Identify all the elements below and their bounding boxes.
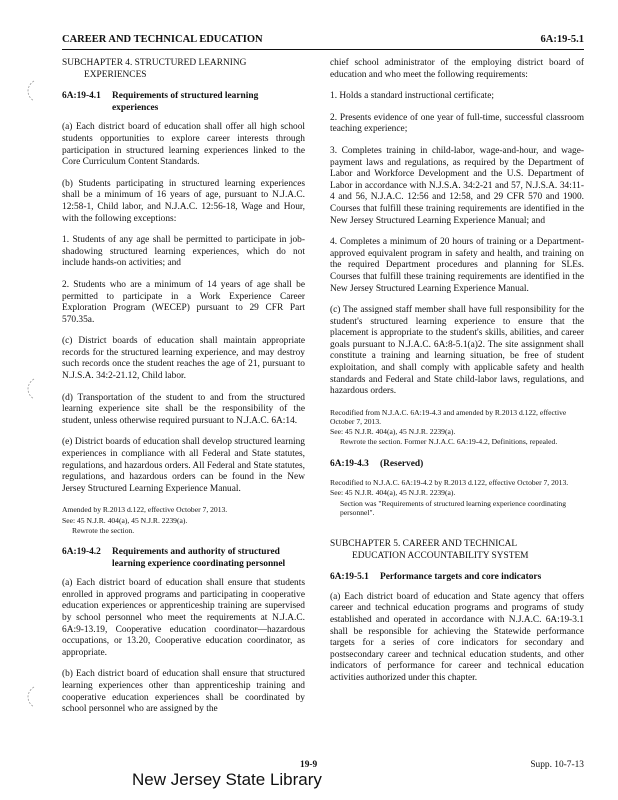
right-column [330,58,584,695]
list-item: 1. Holds a standard instructional certificate; [330,91,495,102]
paragraph: (e) District boards of education shall develop structured learning experiences in compliance with all Federal and State statutes, regulations, and hazardous orders. All Federal and State statutes, regulations, and hazardous orders can be found in the New Jersey Structured Learning Experience Manual. [62,437,305,494]
supplement-date: Supp. 10-7-13 [530,760,584,770]
subchapter-5-heading: SUBCHAPTER 5. CAREER AND TECHNICAL EDUCATION ACCOUNTABILITY SYSTEM [330,539,529,561]
list-item: 2. Presents evidence of one year of full-time, successful classroom teaching experience; [330,112,584,135]
header-section-number: 6A:19-5.1 [540,34,584,45]
punch-hole-mark [24,80,38,102]
header-title: CAREER AND TECHNICAL EDUCATION [62,34,263,45]
list-item: 3. Completes training in child-labor, wage-and-hour, and wage-payment laws and regulations, as required by the Department of Labor and Workforce Development and the U.S. Department of Labor in accordance with N.J.S.A. 34:2-21 and 57, N.J.S.A. 34:11-4 and 56, N.J.A.C. 12:56 and 12:58, and 29 CFR 570 and 1900. Courses that fulfill these training requirements are identified in the New Jersey Structured Learning Experience Manual; and [330,145,584,226]
paragraph: (a) Each district board of education shall offer all high school students opportunities to explore career interests through participation in structured learning experiences linked to the Core Curriculum Content Standards. [62,122,305,168]
page-number: 19-9 [300,760,318,770]
section-heading-4-2: 6A:19-4.2 Requirements and authority of structured learning experience coordinating personnel [62,547,286,569]
paragraph: chief school administrator of the employing district board of education and who meet the following requirements: [330,58,584,80]
history-note: Amended by R.2013 d.122, effective October 7, 2013. See: 45 N.J.R. 404(a), 45 N.J.R. 2239(a). Rewrote the section. [62,505,228,535]
subchapter-4-heading: SUBCHAPTER 4. STRUCTURED LEARNING EXPERIENCES [62,58,247,80]
paragraph: (a) Each district board of education and State agency that offers career and technical education programs and programs of study established and operated in accordance with N.J.A.C. 6A:19-3.1 shall be responsible for achieving the Statewide performance targets for a series of core indicators for secondary and postsecondary career and technical education students, and other indicators of performance for career and technical education activities authorized under this chapter. [330,591,584,683]
paragraph: (c) The assigned staff member shall have full responsibility for the student's structured learning experience to ensure that the placement is appropriate to the student's skills, abilities, and career goals pursuant to N.J.A.C. 6A:8-5.1(a)2. The site assignment shall constitute a training and learning situation, be free of student exploitation, and shall comply with applicable safety and health standards and Federal and State child-labor laws, regulations, and hazardous orders. [330,305,584,397]
section-heading-4-1: 6A:19-4.1 Requirements of structured learning experiences [62,91,259,113]
section-heading-4-3: 6A:19-4.3 (Reserved) [330,458,424,469]
page-footer [62,760,584,790]
paragraph: (b) Students participating in structured learning experiences shall be a minimum of 16 years of age, pursuant to N.J.A.C. 12:58-1, Child labor, and N.J.A.C. 12:56-18, Wage and Hour, with the following exceptions: [62,178,305,224]
left-column [62,58,305,726]
punch-hole-mark [24,686,38,708]
history-note: Recodified from N.J.A.C. 6A:19-4.3 and amended by R.2013 d.122, effective October 7, 2013. See: 45 N.J.R. 404(a), 45 N.J.R. 2239(a). Rewrote the section. Former N.J.A.C. 6A:19-4.2, Definitions, repealed. [330,407,567,447]
paragraph: (b) Each district board of education shall ensure that structured learning experiences other than apprenticeship training and cooperative education experiences shall be coordinated by school personnel who are assigned by the [62,669,305,715]
paragraph: (c) District boards of education shall maintain appropriate records for the structured learning experience, and may destroy such records once the student reaches the age of 21, pursuant to N.J.S.A. 34:2-21.12, Child labor. [62,336,305,382]
section-heading-5-1: 6A:19-5.1 Performance targets and core indicators [330,572,542,583]
punch-hole-mark [24,378,38,400]
running-header [62,34,584,50]
paragraph: (a) Each district board of education shall ensure that students enrolled in approved programs and participating in cooperative education experiences or apprenticeship training are supervised by school personnel who meet the requirements at N.J.A.C. 6A:9-13.19, Cooperative education coordinator—hazardous occupations, or 13.20, Cooperative education coordinator, as appropriate. [62,578,305,658]
library-stamp: New Jersey State Library [132,770,322,789]
history-note: Recodified to N.J.A.C. 6A:19-4.2 by R.2013 d.122, effective October 7, 2013. See: 45 N.J.R. 404(a), 45 N.J.R. 2239(a). Section was "Requirements of structured learning experience coordinating personnel". [330,478,569,517]
paragraph: (d) Transportation of the student to and from the structured learning experience site shall be the responsibility of the student, unless otherwise required pursuant to N.J.A.C. 6A:14. [62,392,305,426]
header-rule [62,49,584,50]
list-item: 1. Students of any age shall be permitted to participate in job-shadowing structured learning experiences, which do not include hands-on activities; and [62,235,305,269]
list-item: 2. Students who are a minimum of 14 years of age shall be permitted to participate in a Work Experience Career Exploration Program (WECEP) pursuant to 29 CFR Part 570.35a. [62,279,305,325]
list-item: 4. Completes a minimum of 20 hours of training or a Department-approved equivalent program in safety and health, and training on the required Department procedures and planning for SLEs. Courses that fulfill these training requirements are identified in the New Jersey Structured Learning Experience Manual. [330,237,584,294]
